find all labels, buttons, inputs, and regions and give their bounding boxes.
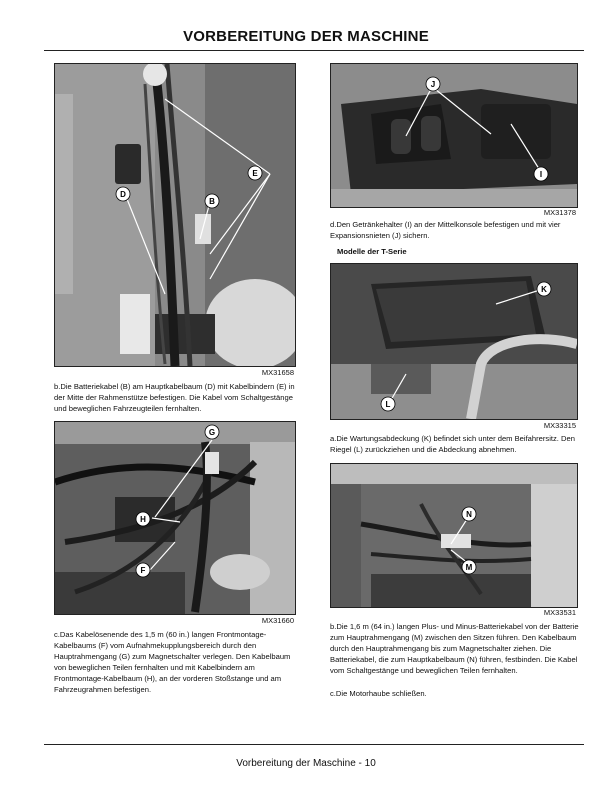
photo-cup-holder — [330, 63, 578, 208]
photo-service-cover — [330, 263, 578, 420]
figure-id: MX33531 — [543, 608, 576, 617]
photo-front-mount-harness-illustration — [55, 422, 295, 614]
callout-label: G — [208, 428, 216, 437]
section-subheading: Modelle der T-Serie — [337, 247, 407, 256]
caption-step-a-right: a.Die Wartungsabdeckung (K) befindet sich unter dem Beifahrersitz. Den Riegel (L) zurückziehen und die Abdeckung abnehmen. — [330, 434, 575, 454]
photo-cup-holder-illustration — [331, 64, 577, 207]
figure-id: MX31658 — [261, 368, 294, 377]
callout-label: I — [539, 170, 543, 179]
caption-step-b-left: b.Die Batteriekabel (B) am Hauptkabelbaum (D) mit Kabelbindern (E) in der Mitte der Rahmenstütze befestigen. Die Kabel vom Schaltgestänge und beweglichen Fahrzeugteilen fernhalten. — [54, 382, 295, 413]
caption-step-c-right: c.Die Motorhaube schließen. — [330, 689, 427, 698]
figure-id: MX31378 — [543, 208, 576, 217]
caption-step-c-left: c.Das Kabelösenende des 1,5 m (60 in.) langen Frontmontage-Kabelbaums (F) vom Aufnahmekupplungsbereich durch den Hauptrahmengang (G) zum Magnetschalter verlegen. Den Kabelbaum von beweglichen Teilen fernhalten und mit Kabelbindern am Frontmontage-Kabelbaum (H), an der vorderen Stoßstange und am Fahrzeugrahmen befestigen. — [54, 630, 291, 694]
photo-battery-cable-routing-illustration — [331, 464, 577, 607]
photo-battery-cables — [54, 63, 296, 367]
callout-label: K — [541, 285, 547, 294]
page-title: VORBEREITUNG DER MASCHINE — [183, 28, 429, 45]
callout-label: F — [140, 566, 146, 575]
callout-label: D — [120, 190, 126, 199]
photo-front-mount-harness — [54, 421, 296, 615]
figure-id: MX31660 — [261, 616, 294, 625]
caption-step-d-right: d.Den Getränkehalter (I) an der Mittelkonsole befestigen und mit vier Expansionsnieten (J) sichern. — [330, 220, 561, 240]
callout-label: M — [465, 563, 473, 572]
caption-step-b-right: b.Die 1,6 m (64 in.) langen Plus- und Minus-Batteriekabel von der Batterie zum Hauptrahmengang (M) zwischen den Sitzen führen. Den Kabelbaum durch den Hauptrahmengang bis zum Magnetschalter ziehen. Die Batteriekabel, die zum Hauptkabelbaum (N) führen, festbinden. Die Kabel vom Schaltgestänge und beweglichen Teilen fernhalten. — [330, 622, 579, 675]
callout-label: J — [430, 80, 436, 89]
callout-label: N — [466, 510, 472, 519]
figure-id: MX33315 — [543, 421, 576, 430]
photo-service-cover-illustration — [331, 264, 577, 419]
callout-label: E — [252, 169, 258, 178]
photo-battery-cable-routing — [330, 463, 578, 608]
photo-battery-cables-illustration — [55, 64, 295, 366]
header-rule — [44, 50, 584, 51]
page-footer: Vorbereitung der Maschine - 10 — [236, 758, 376, 769]
callout-label: H — [140, 515, 146, 524]
callout-label: B — [209, 197, 215, 206]
callout-label: L — [385, 400, 391, 409]
footer-rule — [44, 744, 584, 745]
